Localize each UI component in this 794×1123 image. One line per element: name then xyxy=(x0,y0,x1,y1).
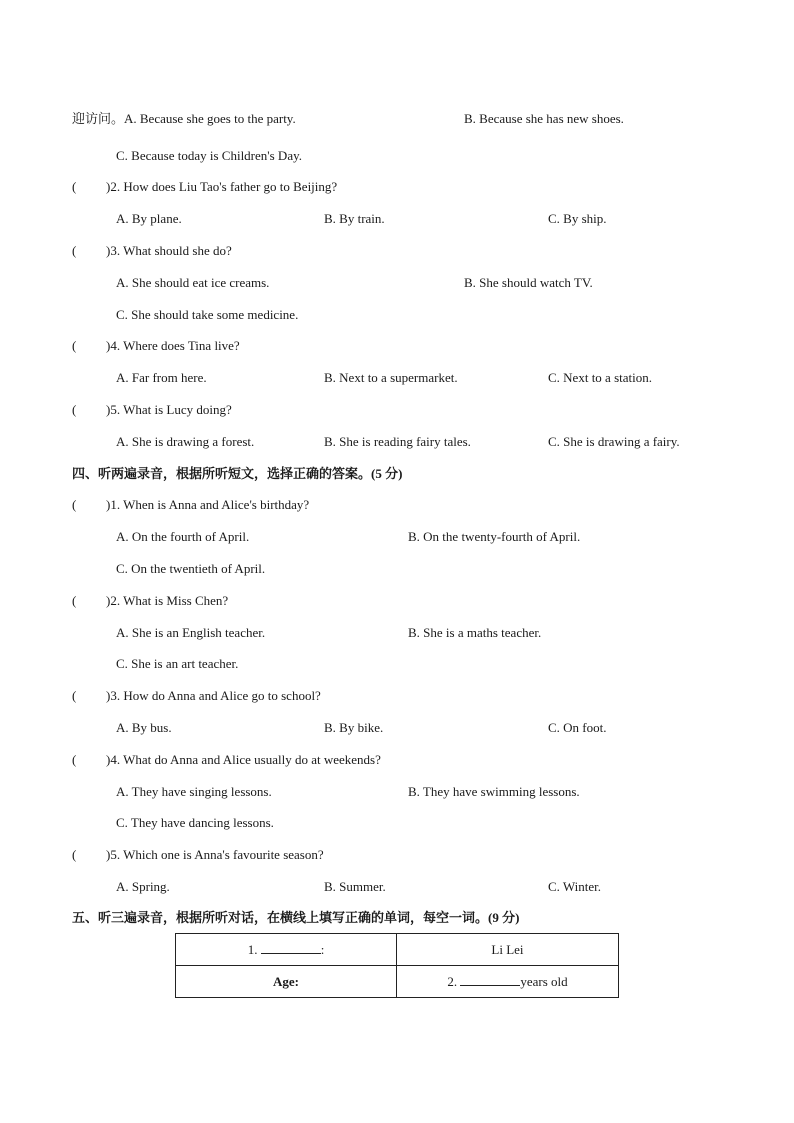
table-cell xyxy=(397,934,619,966)
q1-option-c: C. Because today is Children's Day. xyxy=(116,148,302,163)
option-a: A. She is drawing a forest. xyxy=(116,434,255,449)
table-row xyxy=(176,934,619,966)
colon: : xyxy=(320,942,325,957)
q1-option-a-line: 迎访问。A. Because she goes to the party. xyxy=(72,111,296,126)
years-old-text: years old xyxy=(520,974,568,989)
age-label: Age: xyxy=(273,973,299,989)
answer-paren: ( xyxy=(72,497,77,512)
question-stem: )5. Which one is Anna's favourite season? xyxy=(106,847,324,862)
option-c: C. By ship. xyxy=(548,211,607,226)
option-b: B. She is a maths teacher. xyxy=(408,625,542,640)
option-a: A. She is an English teacher. xyxy=(116,625,266,640)
table-row xyxy=(176,966,619,998)
option-a: A. She should eat ice creams. xyxy=(116,275,270,290)
section-heading: 五、听三遍录音，根据所听对话，在横线上填写正确的单词，每空一词。(9 分) xyxy=(72,910,520,925)
blank-number: 1. xyxy=(247,942,261,957)
option-c: C. She is an art teacher. xyxy=(116,656,239,671)
option-a: A. By plane. xyxy=(116,211,182,226)
option-c: C. Next to a station. xyxy=(548,370,652,385)
option-b: B. By train. xyxy=(324,211,385,226)
option-b: B. Next to a supermarket. xyxy=(324,370,458,385)
answer-paren: ( xyxy=(72,402,77,417)
question-stem: )2. What is Miss Chen? xyxy=(106,593,229,608)
option-a: A. Far from here. xyxy=(116,370,207,385)
option-a: A. They have singing lessons. xyxy=(116,784,272,799)
option-c: C. On foot. xyxy=(548,720,607,735)
option-b: B. She is reading fairy tales. xyxy=(324,434,471,449)
blank-number: 2. xyxy=(447,974,461,989)
question-stem: )3. How do Anna and Alice go to school? xyxy=(106,688,321,703)
answer-paren: ( xyxy=(72,338,77,353)
table-cell xyxy=(176,966,397,998)
option-b: B. Summer. xyxy=(324,879,386,894)
table-cell xyxy=(397,966,619,998)
fill-blank[interactable] xyxy=(460,973,520,986)
question-stem: )2. How does Liu Tao's father go to Beijing? xyxy=(106,179,338,194)
question-stem: )5. What is Lucy doing? xyxy=(106,402,232,417)
option-a: A. On the fourth of April. xyxy=(116,529,250,544)
question-stem: )4. Where does Tina live? xyxy=(106,338,240,353)
option-b: B. They have swimming lessons. xyxy=(408,784,580,799)
option-c: C. Winter. xyxy=(548,879,602,894)
answer-paren: ( xyxy=(72,688,77,703)
info-table xyxy=(175,933,619,998)
option-c: C. She should take some medicine. xyxy=(116,307,299,322)
question-stem: )4. What do Anna and Alice usually do at weekends? xyxy=(106,752,381,767)
option-c: C. On the twentieth of April. xyxy=(116,561,266,576)
question-stem: )3. What should she do? xyxy=(106,243,232,258)
table-cell xyxy=(176,934,397,966)
option-c: C. She is drawing a fairy. xyxy=(548,434,680,449)
answer-paren: ( xyxy=(72,593,77,608)
option-c: C. They have dancing lessons. xyxy=(116,815,274,830)
option-b: B. By bike. xyxy=(324,720,384,735)
fill-blank[interactable] xyxy=(261,941,321,954)
option-a: A. By bus. xyxy=(116,720,172,735)
name-value: Li Lei xyxy=(491,941,524,957)
answer-paren: ( xyxy=(72,179,77,194)
option-b: B. She should watch TV. xyxy=(464,275,593,290)
question-stem: )1. When is Anna and Alice's birthday? xyxy=(106,497,310,512)
option-a: A. Spring. xyxy=(116,879,170,894)
option-b: B. On the twenty-fourth of April. xyxy=(408,529,581,544)
answer-paren: ( xyxy=(72,752,77,767)
q1-option-b: B. Because she has new shoes. xyxy=(464,111,624,126)
section-heading: 四、听两遍录音，根据所听短文，选择正确的答案。(5 分) xyxy=(72,466,403,481)
answer-paren: ( xyxy=(72,243,77,258)
answer-paren: ( xyxy=(72,847,77,862)
